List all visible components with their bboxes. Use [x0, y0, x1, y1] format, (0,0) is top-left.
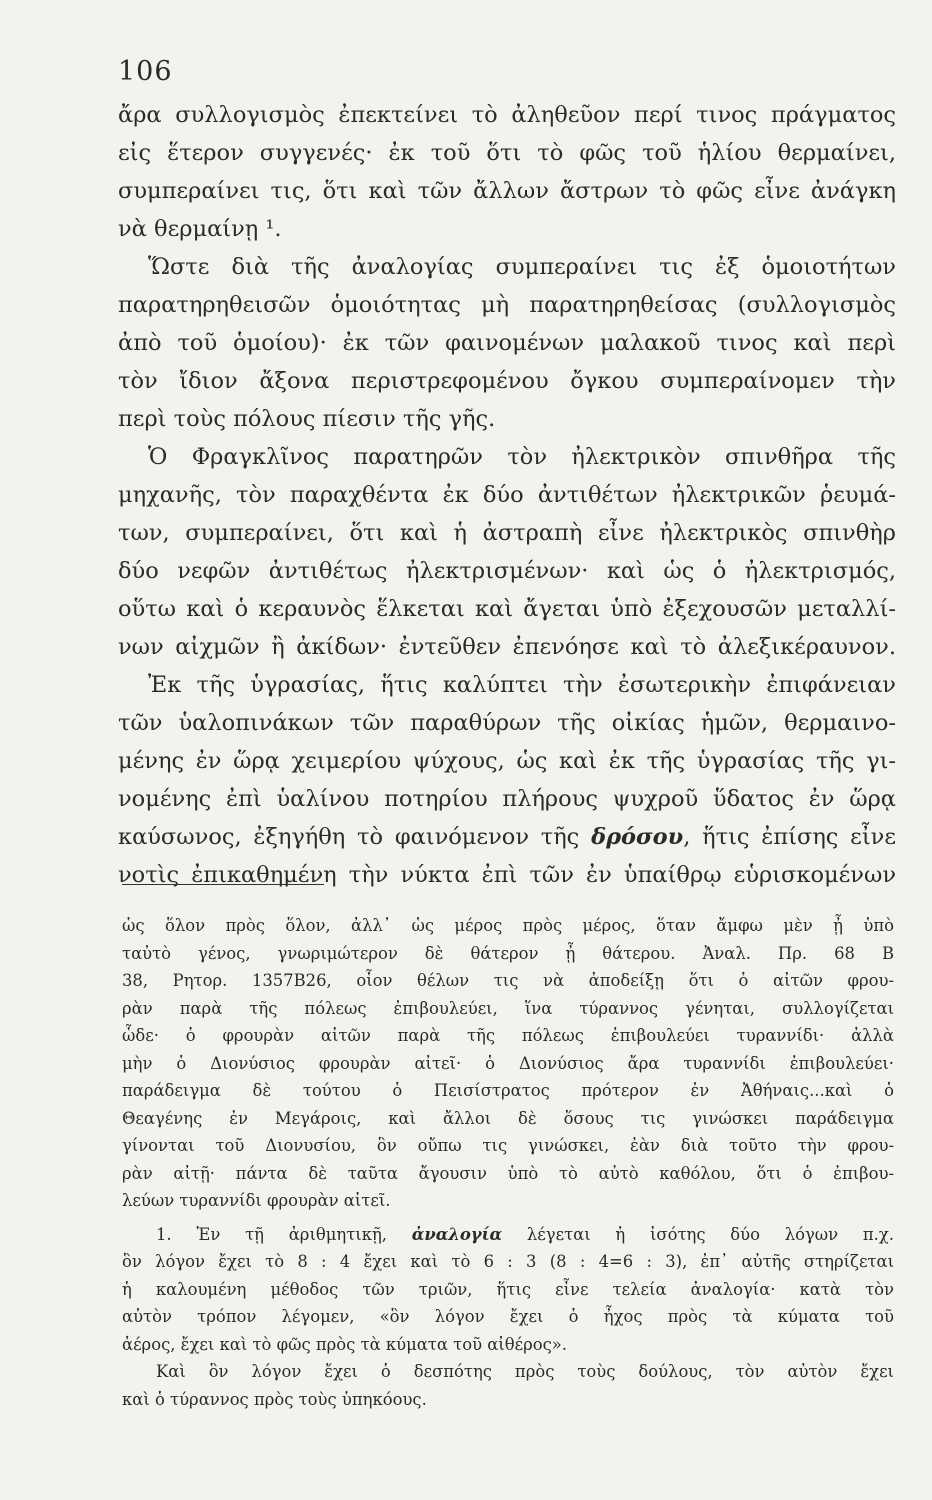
footnote-line: ὡς ὅλον πρὸς ὅλον, ἀλλ᾽ ὡς μέρος πρὸς μέρος, ὅταν ἄμφω μὲν ᾖ ὑπὸ — [122, 916, 894, 935]
footnote-line: καὶ ὁ τύραννος πρὸς τοὺς ὑπηκόους. — [122, 1389, 427, 1409]
main-line: συμπεραίνει τις, ὅτι καὶ τῶν ἄλλων ἄστρων τὸ φῶς εἶνε ἀνάγκη — [118, 178, 896, 204]
footnote-line: λεύων τυραννίδι φρουρὰν αἰτεῖ. — [122, 1191, 391, 1210]
main-line: ἄρα συλλογισμὸς ἐπεκτείνει τὸ ἀληθεῦον περί τινος πράγματος — [118, 102, 896, 128]
main-line: οὕτω καὶ ὁ κεραυνὸς ἕλκεται καὶ ἄγεται ὑπὸ ἐξεχουσῶν μεταλλί- — [118, 596, 896, 622]
main-line: των, συμπεραίνει, ὅτι καὶ ἡ ἀστραπὴ εἶνε ἠλεκτρικὸς σπινθὴρ — [118, 520, 896, 546]
footnote-line: ἀέρος, ἔχει καὶ τὸ φῶς πρὸς τὰ κύματα τοῦ αἰθέρος». — [122, 1334, 568, 1354]
main-line: δύο νεφῶν ἀντιθέτως ἠλεκτρισμένων· καὶ ὡς ὁ ἠλεκτρισμός, — [118, 558, 896, 584]
footnote-line: ρὰν παρὰ τῆς πόλεως ἐπιβουλεύει, ἵνα τύραννος γένηται, συλλογίζεται — [122, 998, 894, 1018]
main-line: Ἐκ τῆς ὑγρασίας, ἥτις καλύπτει τὴν ἐσωτερικὴν ἐπιφάνειαν — [148, 672, 896, 698]
main-line: Ὥστε διὰ τῆς ἀναλογίας συμπεραίνει τις ἐξ ὁμοιοτήτων — [148, 254, 896, 280]
footnote-line: ταὐτὸ γένος, γνωριμώτερον δὲ θάτερον ᾖ θάτερου. Ἀναλ. Πρ. 68 Β — [122, 943, 894, 963]
main-line: νοτὶς ἐπικαθημένη τὴν νύκτα ἐπὶ τῶν ἐν ὑπαίθρῳ εὑρισκομένων — [118, 862, 896, 888]
main-line: νων αἰχμῶν ἢ ἀκίδων· ἐντεῦθεν ἐπενόησε καὶ τὸ ἀλεξικέραυνον. — [118, 634, 896, 660]
main-line: τὸν ἴδιον ἄξονα περιστρεφομένου ὄγκου συμπεραίνομεν τὴν — [118, 368, 896, 394]
main-line: τῶν ὑαλοπινάκων τῶν παραθύρων τῆς οἰκίας ἡμῶν, θερμαινο- — [118, 710, 896, 736]
footnote-line: ὧδε· ὁ φρουρὰν αἰτῶν παρὰ τῆς πόλεως ἐπιβουλεύει τυραννίδι· ἀλλὰ — [122, 1026, 894, 1045]
main-line: Ὁ Φραγκλῖνος παρατηρῶν τὸν ἠλεκτρικὸν σπινθῆρα τῆς — [148, 444, 896, 470]
main-line: νομένης ἐπὶ ὑαλίνου ποτηρίου πλήρους ψυχροῦ ὕδατος ἐν ὥρᾳ — [118, 786, 896, 812]
footnote-line: παράδειγμα δὲ τούτου ὁ Πεισίστρατος πρότερον ἐν Ἀθήναις...καὶ ὁ — [122, 1081, 894, 1100]
footnote-line: ρὰν αἰτῇ· πάντα δὲ ταῦτα ἄγουσιν ὑπὸ τὸ αὐτὸ καθόλου, ὅτι ὁ ἐπιβου- — [122, 1163, 894, 1183]
footnote-line: αὐτὸν τρόπον λέγομεν, «ὃν λόγον ἔχει ὁ ἦχος πρὸς τὰ κύματα τοῦ — [122, 1307, 894, 1326]
footnote-line: μὴν ὁ Διονύσιος φρουρὰν αἰτεῖ· ὁ Διονύσιος ἄρα τυραννίδι ἐπιβουλεύει· — [122, 1053, 894, 1073]
footnote-divider — [122, 884, 324, 885]
footnote-line: ὃν λόγον ἔχει τὸ 8 : 4 ἔχει καὶ τὸ 6 : 3 (8 : 4=6 : 3), ἐπ᾽ αὐτῆς στηρίζεται — [122, 1252, 894, 1271]
main-line: παρατηρηθεισῶν ὁμοιότητας μὴ παρατηρηθείσας (συλλογισμὸς — [118, 292, 896, 318]
main-line: νὰ θερμαίνῃ ¹. — [118, 216, 282, 242]
page-number: 106 — [118, 56, 173, 87]
emphasized-term: ἀναλογία — [411, 1224, 503, 1244]
footnotes — [122, 912, 894, 1413]
main-line-with-term: καύσωνος, ἐξηγήθη τὸ φαινόμενον τῆς δρόσου, ἥτις ἐπίσης εἶνε — [118, 824, 896, 850]
main-line: μένης ἐν ὥρᾳ χειμερίου ψύχους, ὡς καὶ ἐκ τῆς ὑγρασίας τῆς γι- — [118, 748, 896, 774]
footnote-line: γίνονται τοῦ Διονυσίου, ὃν οὔπω τις γινώσκει, ἐὰν διὰ τοῦτο τὴν φρου- — [122, 1136, 894, 1155]
main-text-body — [118, 96, 896, 894]
footnote-line-with-term: 1. Ἐν τῇ ἀριθμητικῇ, ἀναλογία λέγεται ἡ ἰσότης δύο λόγων π.χ. — [156, 1224, 894, 1244]
footnote-line: Καὶ ὃν λόγον ἔχει ὁ δεσπότης πρὸς τοὺς δούλους, τὸν αὐτὸν ἔχει — [156, 1362, 894, 1381]
footnote-line: 38, Ρητορ. 1357Β26, οἷον θέλων τις νὰ ἀποδείξῃ ὅτι ὁ αἰτῶν φρου- — [122, 971, 894, 990]
footnote-line: Θεαγένης ἐν Μεγάροις, καὶ ἄλλοι δὲ ὅσους τις γινώσκει παράδειγμα — [122, 1108, 894, 1128]
main-line: ἀπὸ τοῦ ὁμοίου)· ἐκ τῶν φαινομένων μαλακοῦ τινος καὶ περὶ — [118, 330, 896, 356]
main-line: μηχανῆς, τὸν παραχθέντα ἐκ δύο ἀντιθέτων ἠλεκτρικῶν ῥευμά- — [118, 482, 896, 508]
main-line: περὶ τοὺς πόλους πίεσιν τῆς γῆς. — [118, 406, 496, 432]
main-line: εἰς ἕτερον συγγενές· ἐκ τοῦ ὅτι τὸ φῶς τοῦ ἡλίου θερμαίνει, — [118, 140, 896, 166]
footnote-line: ἡ καλουμένη μέθοδος τῶν τριῶν, ἥτις εἶνε τελεία ἀναλογία· κατὰ τὸν — [122, 1279, 894, 1299]
emphasized-term: δρόσου — [591, 824, 684, 850]
